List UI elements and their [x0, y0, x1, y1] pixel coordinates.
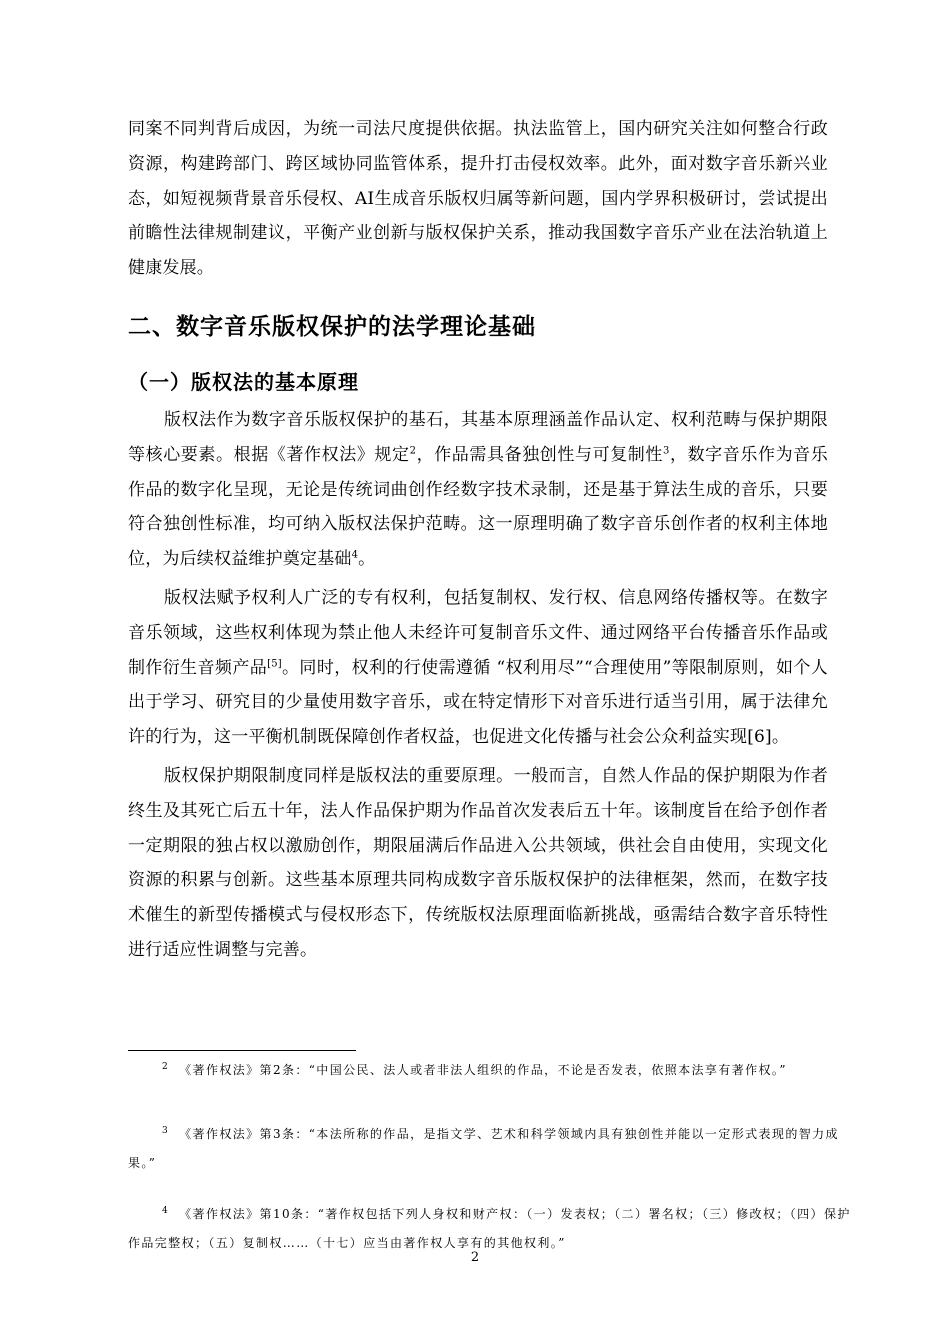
paragraph-3: 版权保护期限制度同样是版权法的重要原理。一般而言，自然人作品的保护期限为作者终生及其死亡后五十年，法人作品保护期为作品首次发表后五十年。该制度旨在给予创作者一定期限的独占权以激励创作，期限届满后作品进入公共领域，供社会自由使用，实现文化资源的积累与创新。这些基本原理共同构成数字音乐版权保护的法律框架，然而，在数字技术催生的新型传播模式与侵权形态下，传统版权法原理面临新挑战，亟需结合数字音乐特性进行适应性调整与完善。: [128, 765, 828, 960]
paragraph-1-part-d: 。: [358, 549, 376, 570]
footnote-separator: [128, 1050, 356, 1051]
footnote-2: [128, 1056, 853, 1085]
footnote-ref-2[interactable]: 2: [409, 445, 417, 457]
footnote-3: [128, 1120, 853, 1178]
footnote-text: 《著作权法》第3条：“本法所称的作品，是指文学、艺术和科学领域内具有独创性并能以一定形式表现的智力成果。”: [128, 1127, 839, 1170]
paragraph-1-part-a: 版权法作为数字音乐版权保护的基石，其基本原理涵盖作品认定、权利范畴与保护期限等核心要素。根据《著作权法》规定: [128, 410, 828, 465]
citation-ref-5[interactable]: [5]: [267, 657, 282, 669]
footnote-ref-3[interactable]: 3: [663, 445, 670, 457]
paragraph-2-part-a: 版权法赋予权利人广泛的专有权利，包括复制权、发行权、信息网络传播权等。在数字音乐领域，这些权利体现为禁止他人未经许可复制音乐文件、通过网络平台传播音乐作品或制作衍生音频产品: [128, 587, 828, 678]
page-number: 2: [470, 1250, 480, 1265]
footnote-number: 4: [162, 1206, 170, 1216]
body-block: [128, 403, 828, 968]
paragraph-1-part-b: ，作品需具备独创性与可复制性: [416, 444, 664, 465]
paragraph-2: [128, 581, 828, 755]
paragraph-1-part-c: ，数字音乐作为音乐作品的数字化呈现，无论是传统词曲创作经数字技术录制，还是基于算法生成的音乐，只要符合独创性标准，均可纳入版权法保护范畴。这一原理明确了数字音乐创作者的权利主体地位，为后续权益维护奠定基础: [128, 444, 828, 570]
intro-paragraph-block: [128, 112, 828, 286]
footnote-text: 《著作权法》第10条：“著作权包括下列人身权和财产权：（一）发表权；（二）署名权；（三）修改权；（四）保护作品完整权；（五）复制权……（十七）应当由著作权人享有的其他权利。”: [128, 1207, 851, 1250]
paragraph-1: [128, 403, 828, 577]
footnote-number: 2: [162, 1062, 170, 1072]
footnote-ref-4[interactable]: 4: [351, 549, 359, 561]
intro-paragraph: 同案不同判背后成因，为统一司法尺度提供依据。执法监管上，国内研究关注如何整合行政资源，构建跨部门、跨区域协同监管体系，提升打击侵权效率。此外，面对数字音乐新兴业态，如短视频背景音乐侵权、AI生成音乐版权归属等新问题，国内学界积极研讨，尝试提出前瞻性法律规制建议，平衡产业创新与版权保护关系，推动我国数字音乐产业在法治轨道上健康发展。: [128, 119, 828, 279]
subsection-heading: （一）版权法的基本原理: [128, 370, 359, 394]
footnote-text: 《著作权法》第2条：“中国公民、法人或者非法人组织的作品，不论是否发表，依照本法享有著作权。”: [179, 1063, 787, 1077]
paragraph-2-part-b: 。同时，权利的行使需遵循 “权利用尽”“合理使用”等限制原则，如个人出于学习、研究目的少量使用数字音乐，或在特定情形下对音乐进行适当引用，属于法律允许的行为，这一平衡机制既保障创作者权益，也促进文化传播与社会公众利益实现[6]。: [128, 657, 828, 748]
section-heading: 二、数字音乐版权保护的法学理论基础: [128, 314, 536, 340]
footnote-number: 3: [162, 1126, 170, 1136]
